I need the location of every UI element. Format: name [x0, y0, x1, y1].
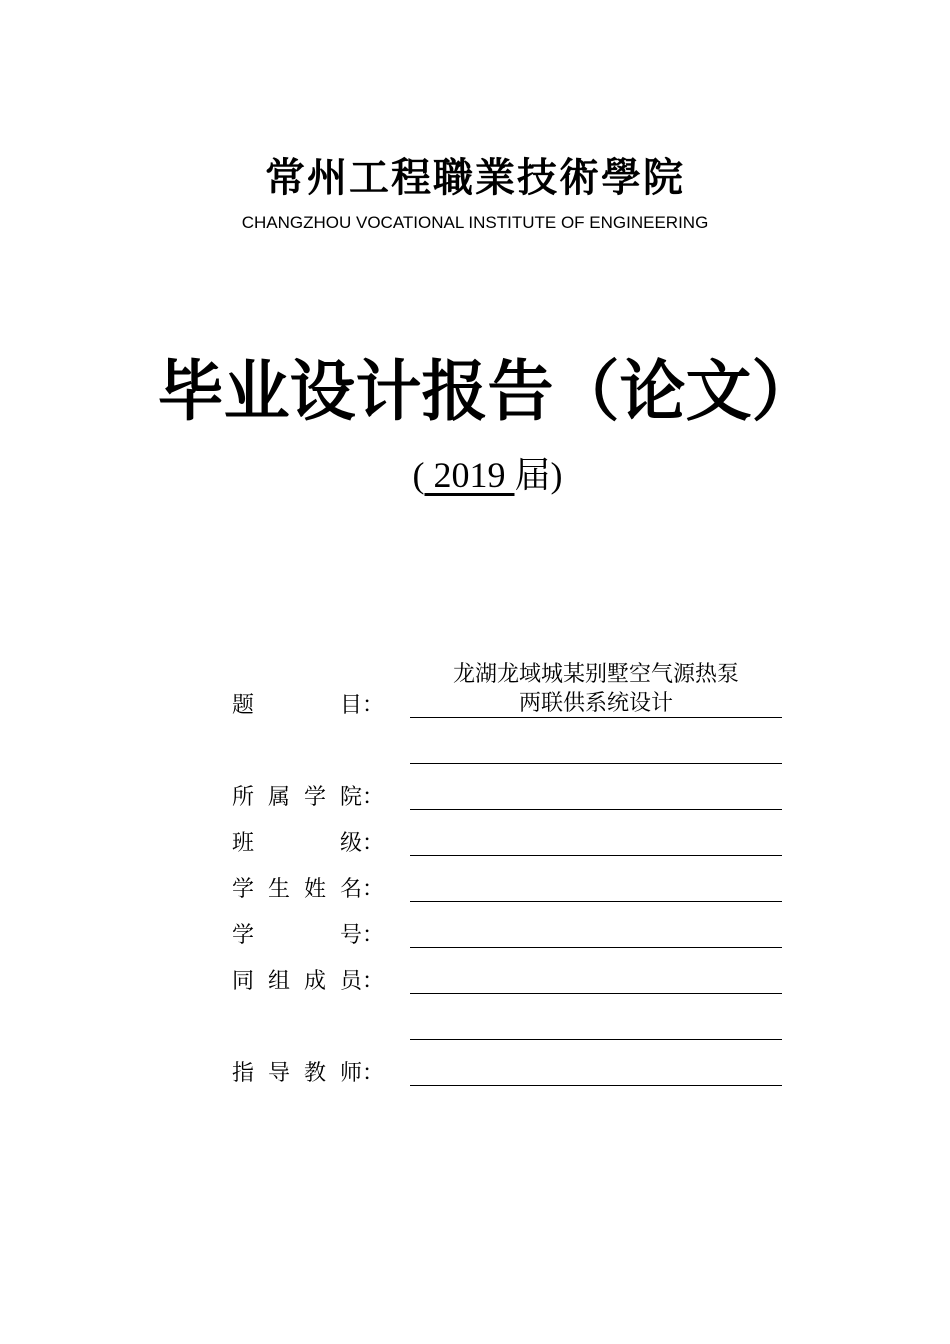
team-label-char: 成 — [303, 969, 326, 994]
school-name-english: CHANGZHOU VOCATIONAL INSTITUTE OF ENGINEERING — [241, 213, 709, 232]
student-id-label — [232, 921, 384, 951]
student-name-label — [232, 875, 384, 905]
team-label-char: 同 — [232, 969, 255, 994]
graduation-year-line — [0, 452, 950, 498]
student-name-label-char: 生 — [267, 877, 290, 902]
team-members-label — [232, 967, 384, 997]
topic-value-line2: 两联供系统设计 — [518, 691, 673, 716]
school-name-calligraphy: 常州工程職業技術學院 — [265, 154, 685, 201]
college-label-char: 学 — [303, 785, 326, 810]
class-label-char: 班 — [232, 831, 255, 856]
class-underline — [410, 855, 782, 856]
topic-label — [232, 691, 384, 721]
topic-underline-2 — [410, 763, 782, 764]
advisor-label-char: 指 — [232, 1061, 255, 1086]
advisor-label-char: 教 — [303, 1061, 326, 1086]
graduation-year: 2019 — [424, 455, 515, 495]
team-members-underline-2 — [410, 1039, 782, 1040]
year-suffix: 届) — [514, 455, 563, 495]
class-label-char: 级： — [339, 831, 384, 856]
college-label-char: 所 — [232, 785, 255, 810]
college-label-char: 属 — [267, 785, 290, 810]
college-label — [232, 783, 384, 813]
student-name-underline — [410, 901, 782, 902]
college-underline — [410, 809, 782, 810]
topic-label-char: 题 — [232, 693, 255, 718]
topic-underline-1 — [410, 717, 782, 718]
student-name-label-char: 名： — [339, 877, 384, 902]
topic-label-char: 目： — [339, 693, 384, 718]
topic-value — [410, 660, 782, 718]
team-label-char: 组 — [267, 969, 290, 994]
student-id-underline — [410, 947, 782, 948]
student-name-label-char: 姓 — [303, 877, 326, 902]
advisor-label — [232, 1059, 384, 1089]
report-title: 毕业设计报告（论文） — [157, 353, 818, 430]
topic-value-line1: 龙湖龙域城某别墅空气源热泵 — [452, 662, 739, 687]
class-label — [232, 829, 384, 859]
student-name-label-char: 学 — [232, 877, 255, 902]
student-id-label-char: 学 — [232, 923, 255, 948]
student-id-label-char: 号： — [339, 923, 384, 948]
advisor-underline — [410, 1085, 782, 1086]
advisor-label-char: 导 — [267, 1061, 290, 1086]
year-open-paren: ( — [412, 455, 425, 495]
college-label-char: 院： — [339, 785, 384, 810]
team-label-char: 员： — [339, 969, 384, 994]
advisor-label-char: 师： — [339, 1061, 384, 1086]
team-members-underline-1 — [410, 993, 782, 994]
